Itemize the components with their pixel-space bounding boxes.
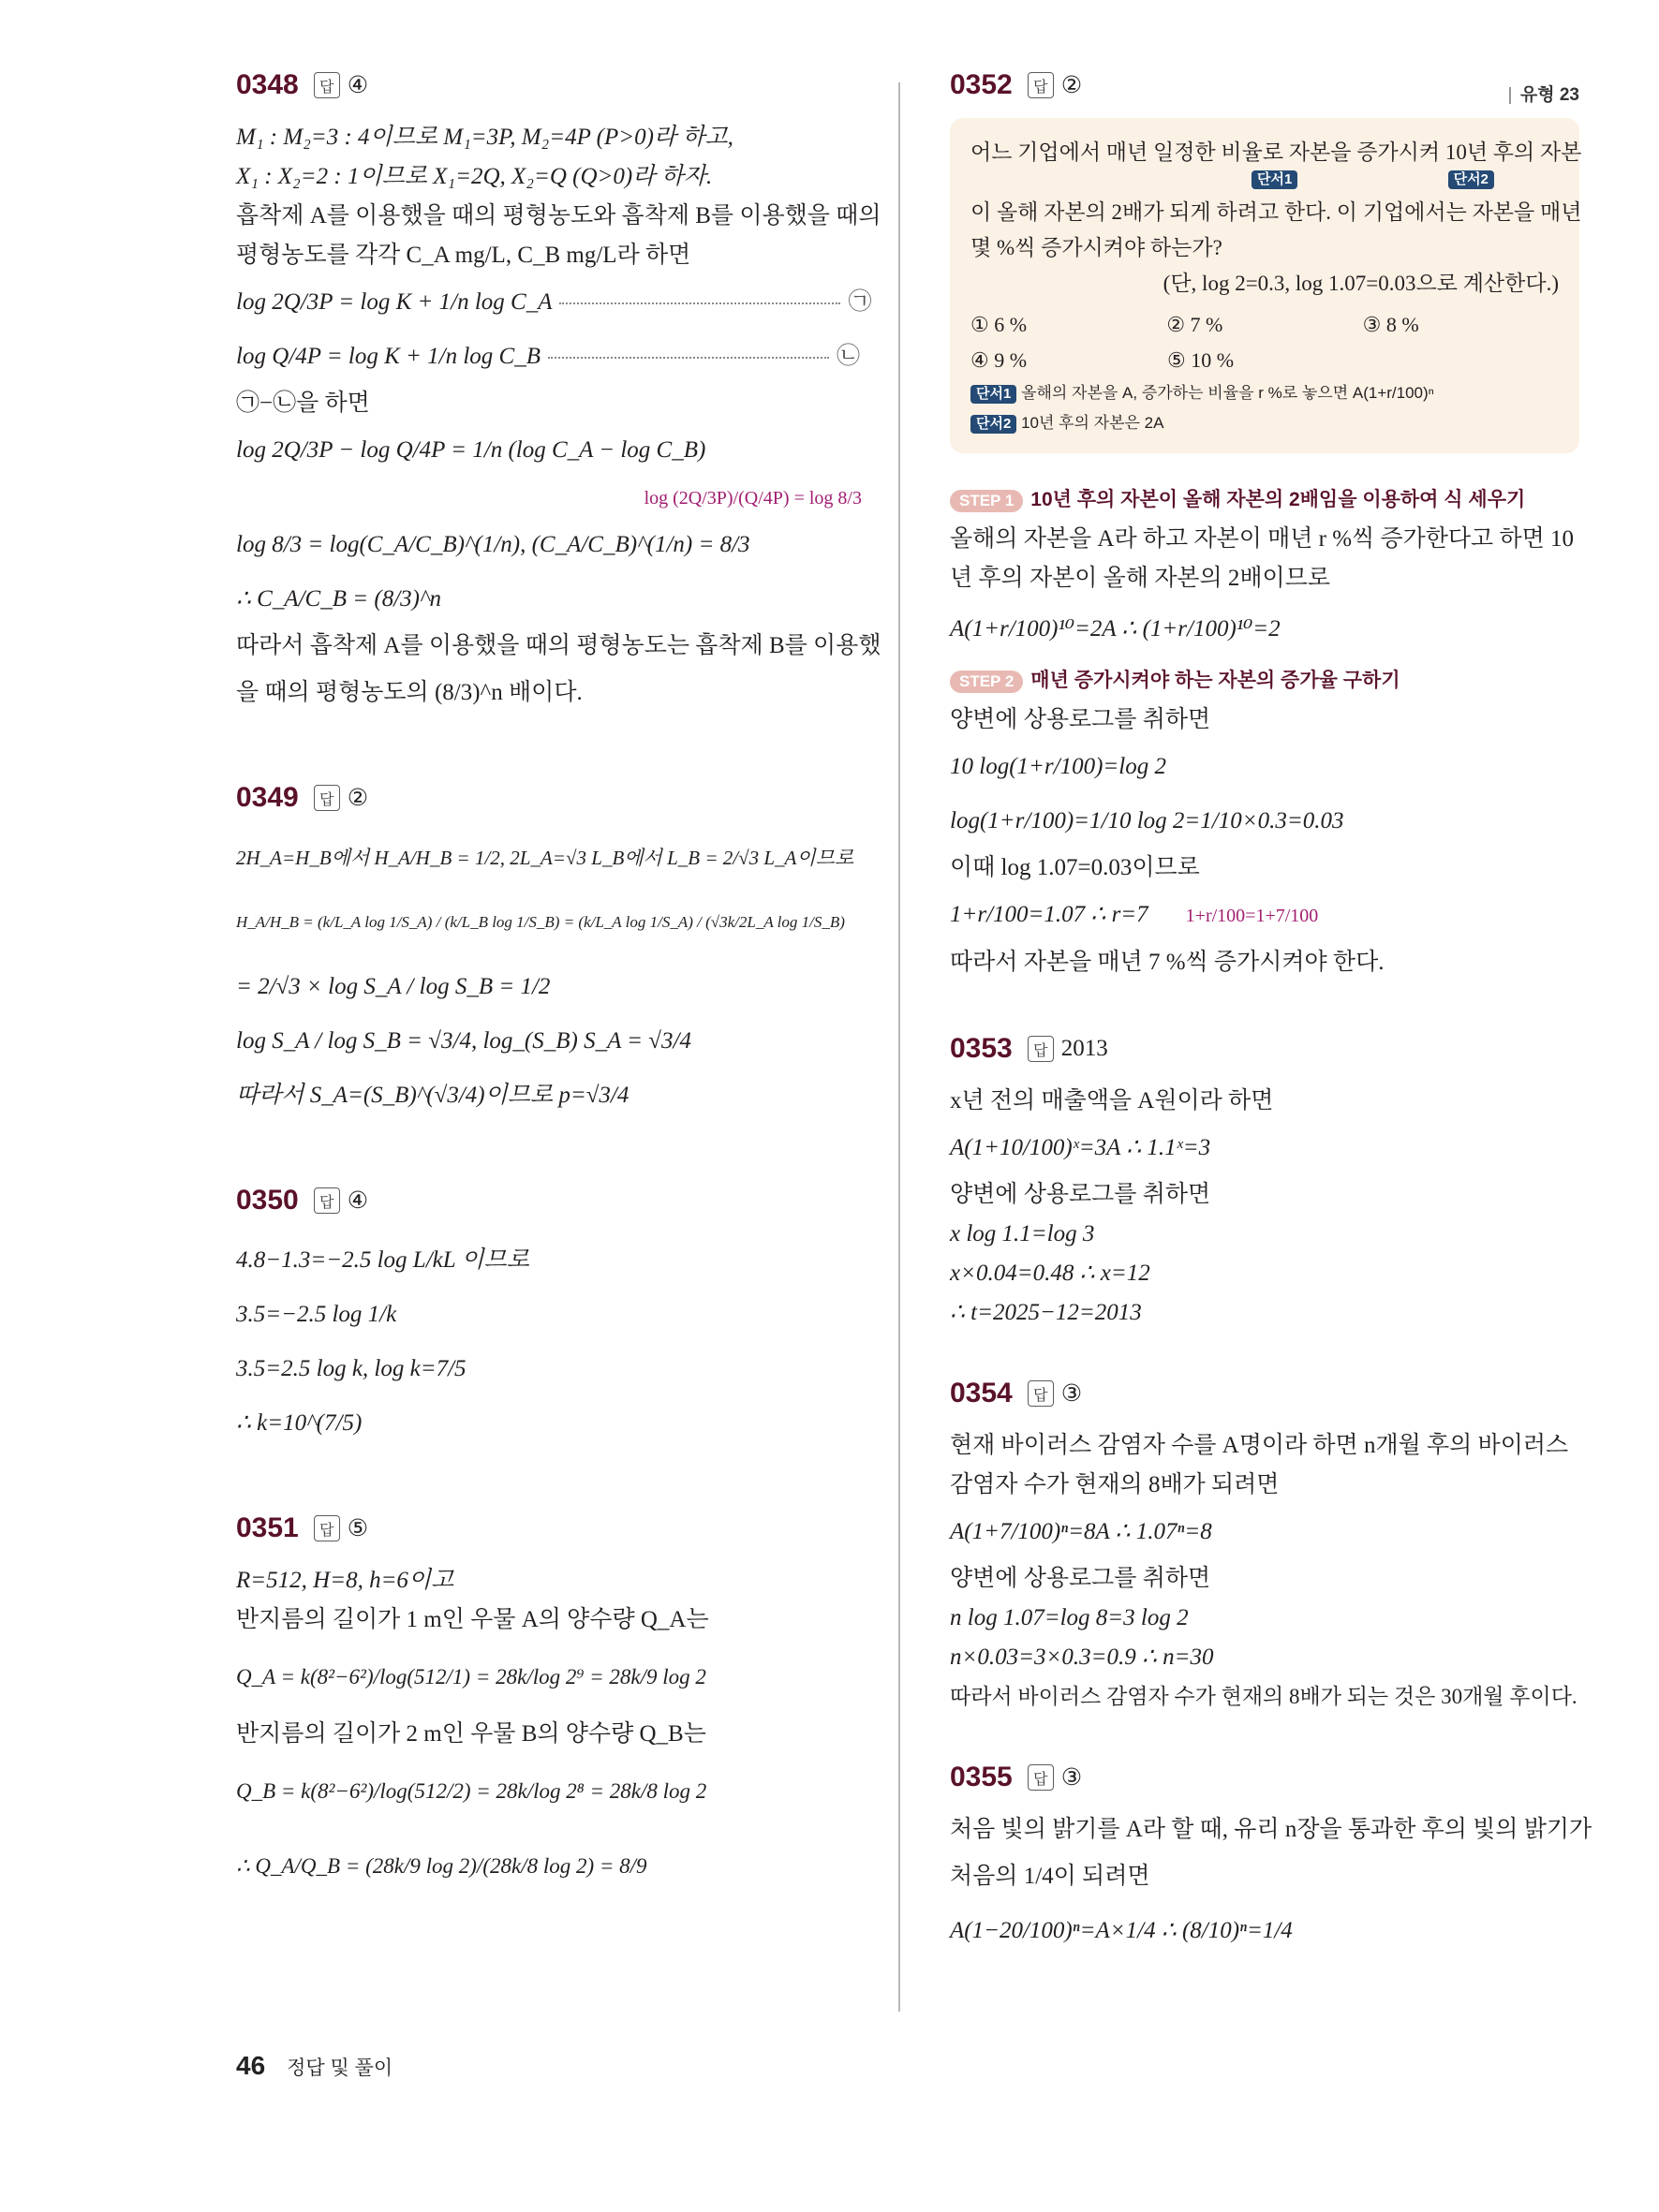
solution-line: n log 1.07=log 8=3 log 2 [950,1605,1189,1630]
solution-line: 양변에 상용로그를 취하면 [950,707,1211,732]
choices-row [970,343,1559,378]
solution-line: 처음의 1/4이 되려면 [950,1864,1150,1889]
problem-header [950,1758,1579,1797]
problem-header [950,1029,1579,1069]
answer-value: ③ [1060,1765,1083,1791]
problem-header [950,1374,1579,1413]
answer-label: 답 [314,72,340,98]
left-column [236,66,881,1962]
solution-line: = 2/√3 × log S_A / log S_B = 1/2 [236,974,551,999]
question-line: 몇 %씩 증가시켜야 하는가? [970,236,1222,259]
question-box [950,118,1582,453]
equation-row [236,275,872,330]
problem-number: 0352 [950,69,1013,100]
solution-line: 올해의 자본을 A라 하고 자본이 매년 r %씩 증가한다고 하면 10 [950,526,1575,552]
solution-line: 따라서 바이러스 감염자 수가 현재의 8배가 되는 것은 30개월 후이다. [950,1685,1578,1708]
solution-line: H_A/H_B = (k/L_A log 1/S_A) / (k/L_B log 1/S_B) = (k/L_A log 1/S_A) / (√3k/2L_A log 1/S_B) [236,913,845,931]
problem-number: 0354 [950,1378,1013,1408]
solution-line: 흡착제 A를 이용했을 때의 평형농도와 흡착제 B를 이용했을 때의 [236,203,881,229]
hint-row [970,408,1559,438]
equation-row [236,330,862,384]
problem-header [236,778,862,818]
choice: ⑤ 10 % [1167,348,1235,372]
footer-title: 정답 및 풀이 [287,2057,393,2079]
solution-line: 년 후의 자본이 올해 자본의 2배이므로 [950,566,1331,591]
hint-tag: 단서1 [970,385,1016,404]
choice: ③ 8 % [1362,313,1419,336]
solution-line: R=512, H=8, h=6이고 [236,1568,454,1593]
solution-line: 을 때의 평형농도의 (8/3)^n 배이다. [236,680,583,705]
hint-text: 올해의 자본을 A, 증가하는 비율을 r %로 놓으면 A(1+r/100)ⁿ [1021,384,1434,402]
problem-number: 0348 [236,69,299,100]
equation: 1+r/100=1.07 ∴ r=7 [950,902,1148,927]
solution-line: ∴ k=10^(7/5) [236,1410,363,1436]
solution-line: 감염자 수가 현재의 8배가 되려면 [950,1472,1280,1497]
solution-line: Q_B = k(8²−6²)/log(512/2) = 28k/log 2⁸ = 28k/8 log 2 [236,1779,707,1803]
answer-value: ④ [347,1188,369,1214]
solution-line: M₁ : M₂=3 : 4이므로 M₁=3P, M₂=4P (P>0)라 하고, [236,125,733,150]
choice: ① 6 % [970,313,1028,336]
problem-0350 [236,1181,862,1451]
problem-0352 [950,66,1582,982]
annotation-note: log (2Q/3P)/(Q/4P) = log 8/3 [644,488,862,509]
problem-0351 [236,1509,862,1904]
answer-label: 답 [314,1515,340,1541]
choices-row [970,307,1559,343]
answer-label: 답 [314,785,340,811]
solution-line: A(1−20/100)ⁿ=A×1/4 ∴ (8/10)ⁿ=1/4 [950,1918,1293,1943]
page-footer [236,2051,393,2081]
solution-line: X₁ : X₂=2 : 1이므로 X₁=2Q, X₂=Q (Q>0)라 하자. [236,164,713,189]
hint-text: 10년 후의 자본은 2A [1021,414,1164,432]
solution-line: 3.5=2.5 log k, log k=7/5 [236,1356,467,1381]
problem-0349 [236,778,862,1123]
equation-marker: ㉡ [836,344,860,369]
choice: ② 7 % [1166,313,1223,336]
choice: ④ 9 % [970,348,1028,372]
solution-line: 평형농도를 각각 C_A mg/L, C_B mg/L라 하면 [236,243,691,268]
problem-0355 [950,1758,1592,1958]
solution-line: 처음 빛의 밝기를 A라 할 때, 유리 n장을 통과한 후의 빛의 밝기가 [950,1817,1592,1842]
solution-line: ∴ Q_A/Q_B = (28k/9 log 2)/(28k/8 log 2) = 8/9 [236,1854,647,1878]
solution-line: log S_A / log S_B = √3/4, log_(S_B) S_A = √3/4 [236,1028,691,1054]
answer-value: ④ [347,73,369,98]
equation-row [950,888,1579,943]
solution-line: 2H_A=H_B에서 H_A/H_B = 1/2, 2L_A=√3 L_B에서 L_B = 2/√3 L_A이므로 [236,847,854,869]
problem-header [236,1509,862,1548]
solution-line: 이때 log 1.07=0.03이므로 [950,855,1200,880]
solution-line: log 2Q/3P − log Q/4P = 1/n (log C_A − log C_B) [236,437,706,463]
answer-value: ⑤ [347,1516,369,1541]
note-row [236,478,862,518]
answer-value: 2013 [1060,1036,1108,1061]
solution-line: n×0.03=3×0.3=0.9 ∴ n=30 [950,1644,1214,1670]
problem-number: 0350 [236,1185,299,1216]
solution-line: 반지름의 길이가 1 m인 우물 A의 양수량 Q_A는 [236,1607,709,1632]
step-header [950,660,1579,700]
right-column [950,66,1592,2016]
solution-line: 양변에 상용로그를 취하면 [950,1182,1211,1207]
solution-line: x log 1.1=log 3 [950,1221,1095,1246]
question-condition: (단, log 2=0.3, log 1.07=0.03으로 계산한다.) [1163,272,1559,295]
answer-label: 답 [1028,1380,1054,1407]
solution-line: A(1+7/100)ⁿ=8A ∴ 1.07ⁿ=8 [950,1519,1212,1544]
problem-0348 [236,66,881,720]
hint-tags-row [970,170,1559,195]
problem-header [950,66,1579,105]
problem-number: 0353 [950,1033,1013,1064]
step-title: 10년 후의 자본이 올해 자본의 2배임을 이용하여 식 세우기 [1030,489,1526,510]
answer-label: 답 [1028,72,1054,98]
problem-header [236,1181,862,1220]
solution-line: A(1+r/100)¹⁰=2A ∴ (1+r/100)¹⁰=2 [950,616,1281,641]
solution-line: log(1+r/100)=1/10 log 2=1/10×0.3=0.03 [950,808,1344,833]
equation: log 2Q/3P = log K + 1/n log C_A [236,289,553,315]
solution-line: x년 전의 매출액을 A원이라 하면 [950,1088,1274,1113]
solution-line: ㉠−㉡을 하면 [236,391,370,416]
hint-tag: 단서2 [970,415,1016,434]
step-title: 매년 증가시켜야 하는 자본의 증가율 구하기 [1030,670,1400,691]
problem-0354 [950,1374,1579,1717]
solution-line: 따라서 S_A=(S_B)^(√3/4)이므로 p=√3/4 [236,1083,630,1108]
hint-tag: 단서2 [1448,170,1494,189]
answer-label: 답 [1028,1764,1054,1791]
question-line: 어느 기업에서 매년 일정한 비율로 자본을 증가시켜 10년 후의 자본 [970,140,1582,164]
hint-row [970,378,1559,408]
solution-line: 따라서 자본을 매년 7 %씩 증가시켜야 한다. [950,950,1385,975]
problem-header [236,66,862,105]
solution-line: x×0.04=0.48 ∴ x=12 [950,1261,1150,1286]
answer-value: ② [1060,73,1083,98]
solution-line: 반지름의 길이가 2 m인 우물 B의 양수량 Q_B는 [236,1721,706,1747]
solution-line: 4.8−1.3=−2.5 log L/kL 이므로 [236,1247,529,1273]
solution-line: A(1+10/100)ˣ=3A ∴ 1.1ˣ=3 [950,1135,1211,1160]
step-badge: STEP 1 [950,490,1023,512]
annotation-note: 1+r/100=1+7/100 [1185,906,1319,926]
section-tag-label: 유형 23 [1519,85,1579,105]
solution-line: 현재 바이러스 감염자 수를 A명이라 하면 n개월 후의 바이러스 [950,1433,1569,1458]
equation-marker: ㉠ [848,289,872,315]
problem-0353 [950,1029,1579,1333]
answer-value: ③ [1060,1381,1083,1407]
solution-line: 10 log(1+r/100)=log 2 [950,754,1166,779]
question-line: 이 올해 자본의 2배가 되게 하려고 한다. 이 기업에서는 자본을 매년 [970,200,1582,224]
solution-line: 양변에 상용로그를 취하면 [950,1566,1211,1591]
answer-value: ② [347,786,369,811]
column-divider [898,82,900,2012]
problem-number: 0349 [236,782,299,813]
answer-label: 답 [314,1187,340,1214]
problem-number: 0355 [950,1762,1013,1792]
solution-line: log 8/3 = log(C_A/C_B)^(1/n), (C_A/C_B)^(1/n) = 8/3 [236,532,750,557]
hint-tag: 단서1 [1252,170,1297,189]
solution-line: Q_A = k(8²−6²)/log(512/1) = 28k/log 2⁹ = 28k/9 log 2 [236,1665,706,1688]
leader-dots [559,302,840,304]
step-badge: STEP 2 [950,671,1023,693]
solution-line: 3.5=−2.5 log 1/k [236,1302,397,1327]
solution-line: ∴ t=2025−12=2013 [950,1300,1142,1325]
solution-line: 따라서 흡착제 A를 이용했을 때의 평형농도는 흡착제 B를 이용했 [236,633,881,658]
page-number: 46 [236,2051,266,2080]
problem-number: 0351 [236,1512,299,1543]
step-header [950,479,1579,520]
answer-label: 답 [1028,1036,1054,1062]
equation: log Q/4P = log K + 1/n log C_B [236,344,541,369]
solution-line: ∴ C_A/C_B = (8/3)^n [236,586,442,612]
leader-dots [548,357,829,359]
